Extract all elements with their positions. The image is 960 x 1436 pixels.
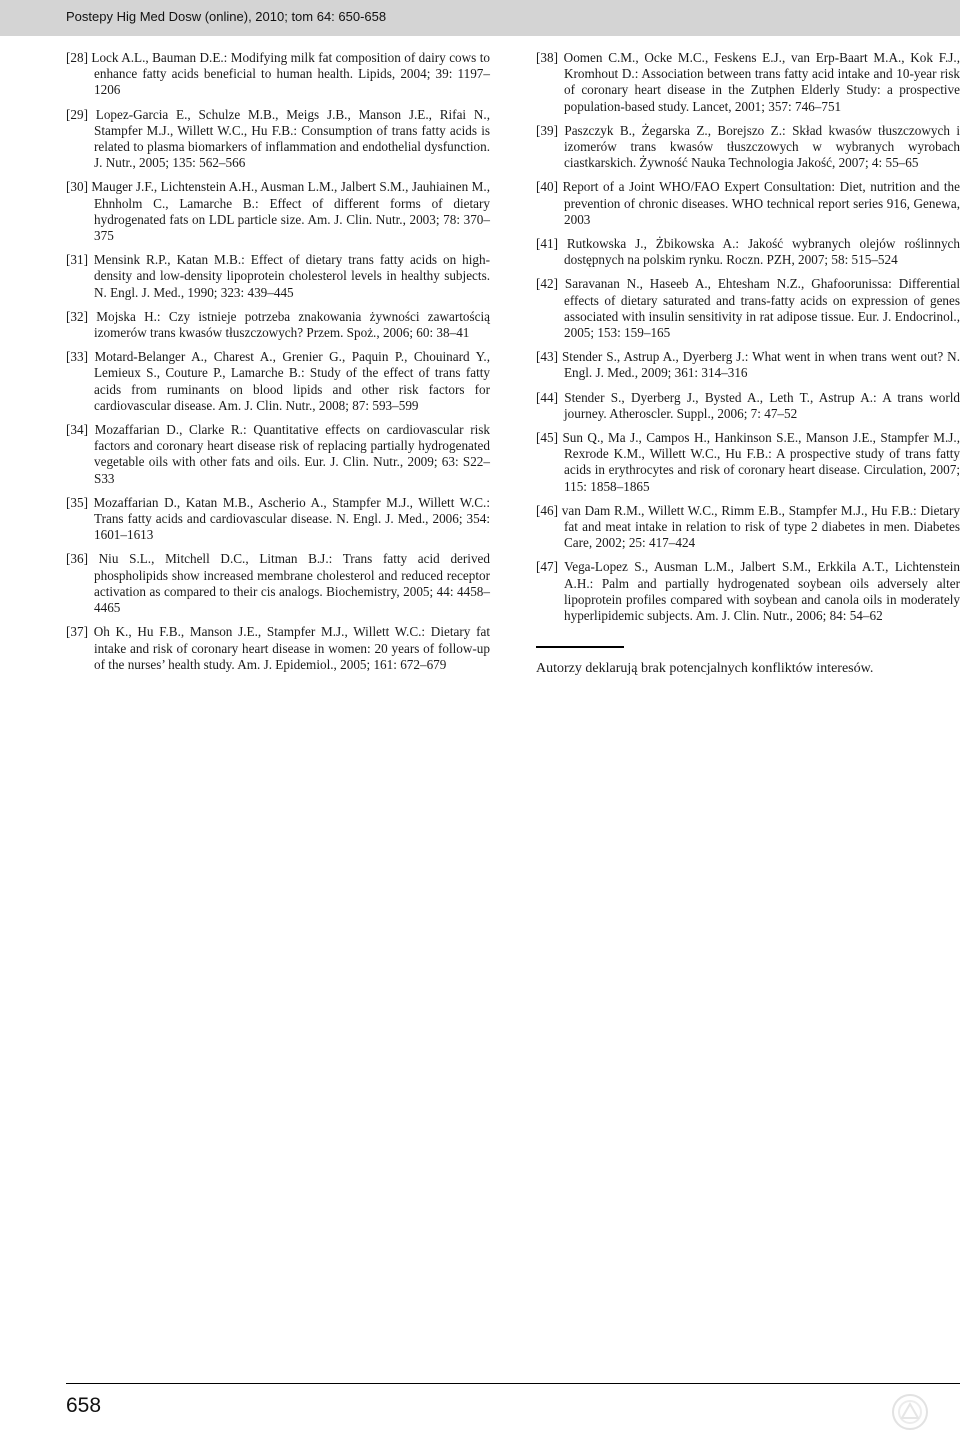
reference-40: [40] Report of a Joint WHO/FAO Expert Consultation: Diet, nutrition and the prevention of chronic diseases. WHO technical report series 916, Genewa, 2003 [536, 179, 960, 227]
journal-header: Postepy Hig Med Dosw (online), 2010; tom 64: 650-658 [66, 9, 387, 24]
reference-42: [42] Saravanan N., Haseeb A., Ehtesham N.Z., Ghafoorunissa: Differential effects of dietary saturated and trans-fatty acids on expression of genes associated with insulin sensitivity in rat adipose tissue. Eur. J. Endocrinol., 2005; 153: 159–165 [536, 276, 960, 341]
reference-31: [31] Mensink R.P., Katan M.B.: Effect of dietary trans fatty acids on high-density and low-density lipoprotein cholesterol levels in healthy subjects. N. Engl. J. Med., 1990; 323: 439–445 [66, 252, 490, 300]
reference-29: [29] Lopez-Garcia E., Schulze M.B., Meigs J.B., Manson J.E., Rifai N., Stampfer M.J., Willett W.C., Hu F.B.: Consumption of trans fatty acids is related to plasma biomarkers of inflammation and endothelial dysfunction. J. Nutr., 2005; 135: 562–566 [66, 106, 490, 171]
page-number: 658 [66, 1394, 102, 1417]
reference-35: [35] Mozaffarian D., Katan M.B., Ascherio A., Stampfer M.J., Willett W.C.: Trans fatty acids and cardiovascular disease. N. Engl. J. Med., 2006; 354: 1601–1613 [66, 494, 490, 543]
reference-39: [39] Paszczyk B., Żegarska Z., Borejszo Z.: Skład kwasów tłuszczowych i izomerów trans kwasów tłuszczowych w wybranych wyrobach ciastkarskich. Żywność Nauka Technologia Jakość, 2007; 4: 55–65 [536, 122, 960, 171]
publisher-logo-icon [890, 1392, 930, 1432]
references-right-column [536, 50, 960, 677]
conflict-of-interest-declaration: Autorzy deklarują brak potencjalnych konfliktów interesów. [536, 661, 874, 677]
reference-41: [41] Rutkowska J., Żbikowska A.: Jakość wybranych olejów roślinnych dostępnych na polskim rynku. Roczn. PZH, 2007; 58: 515–524 [536, 236, 960, 268]
reference-47: [47] Vega-Lopez S., Ausman L.M., Jalbert S.M., Erkkila A.T., Lichtenstein A.H.: Palm and partially hydrogenated soybean oils adversely alter lipoprotein profiles compared with soybean and canola oils in moderately hyperlipidemic subjects. Am. J. Clin. Nutr., 2006; 84: 54–62 [536, 559, 960, 624]
footer-rule [66, 1383, 960, 1384]
reference-43: [43] Stender S., Astrup A., Dyerberg J.: What went in when trans went out? N. Engl. J. Med., 2009; 361: 314–316 [536, 349, 960, 381]
reference-38: [38] Oomen C.M., Ocke M.C., Feskens E.J., van Erp-Baart M.A., Kok F.J., Kromhout D.: Association between trans fatty acid intake and 10-year risk of coronary heart disease in the Zutphen Elderly Study: a prospective population-based study. Lancet, 2001; 357: 746–751 [536, 50, 960, 114]
reference-28: [28] Lock A.L., Bauman D.E.: Modifying milk fat composition of dairy cows to enhance fatty acids beneficial to human health. Lipids, 2004; 39: 1197–1206 [66, 50, 490, 98]
reference-33: [33] Motard-Belanger A., Charest A., Grenier G., Paquin P., Chouinard Y., Lemieux S., Couture P., Lamarche B.: Study of the effect of trans fatty acids from ruminants on blood lipids and other risk factors for cardiovascular disease. Am. J. Clin. Nutr., 2008; 87: 593–599 [66, 349, 490, 413]
reference-46: [46] van Dam R.M., Willett W.C., Rimm E.B., Stampfer M.J., Hu F.B.: Dietary fat and meat intake in relation to risk of type 2 diabetes in men. Diabetes Care, 2002; 25: 417–424 [536, 502, 960, 551]
reference-34: [34] Mozaffarian D., Clarke R.: Quantitative effects on cardiovascular risk factors and coronary heart disease risk of replacing partially hydrogenated vegetable oils with other fats and oils. Eur. J. Clin. Nutr., 2009; 63: S22–S33 [66, 422, 490, 486]
references-left-column [66, 50, 490, 681]
reference-30: [30] Mauger J.F., Lichtenstein A.H., Ausman L.M., Jalbert S.M., Jauhiainen M., Ehnholm C., Lamarche B.: Effect of different forms of dietary hydrogenated fats on LDL particle size. Am. J. Clin. Nutr., 2003; 78: 370–375 [66, 179, 490, 244]
section-divider [536, 646, 624, 648]
reference-45: [45] Sun Q., Ma J., Campos H., Hankinson S.E., Manson J.E., Stampfer M.J., Rexrode K.M., Willett W.C., Hu F.B.: A prospective study of trans fatty acids in erythrocytes and risk of coronary heart disease. Circulation, 2007; 115: 1858–1865 [536, 430, 960, 494]
reference-32: [32] Mojska H.: Czy istnieje potrzeba znakowania żywności zawartością izomerów trans kwasów tłuszczowych? Przem. Spoż., 2006; 60: 38–41 [66, 308, 490, 341]
reference-44: [44] Stender S., Dyerberg J., Bysted A., Leth T., Astrup A.: A trans world journey. Atheroscler. Suppl., 2006; 7: 47–52 [536, 389, 960, 421]
reference-37: [37] Oh K., Hu F.B., Manson J.E., Stampfer M.J., Willett W.C.: Dietary fat intake and risk of coronary heart disease in women: 20 years of follow-up of the nurses’ health study. Am. J. Epidemiol., 2005; 161: 672–679 [66, 624, 490, 672]
reference-36: [36] Niu S.L., Mitchell D.C., Litman B.J.: Trans fatty acid derived phospholipids show increased membrane cholesterol and reduced receptor activation as compared to their cis analogs. Biochemistry, 2005; 44: 4458–4465 [66, 551, 490, 616]
